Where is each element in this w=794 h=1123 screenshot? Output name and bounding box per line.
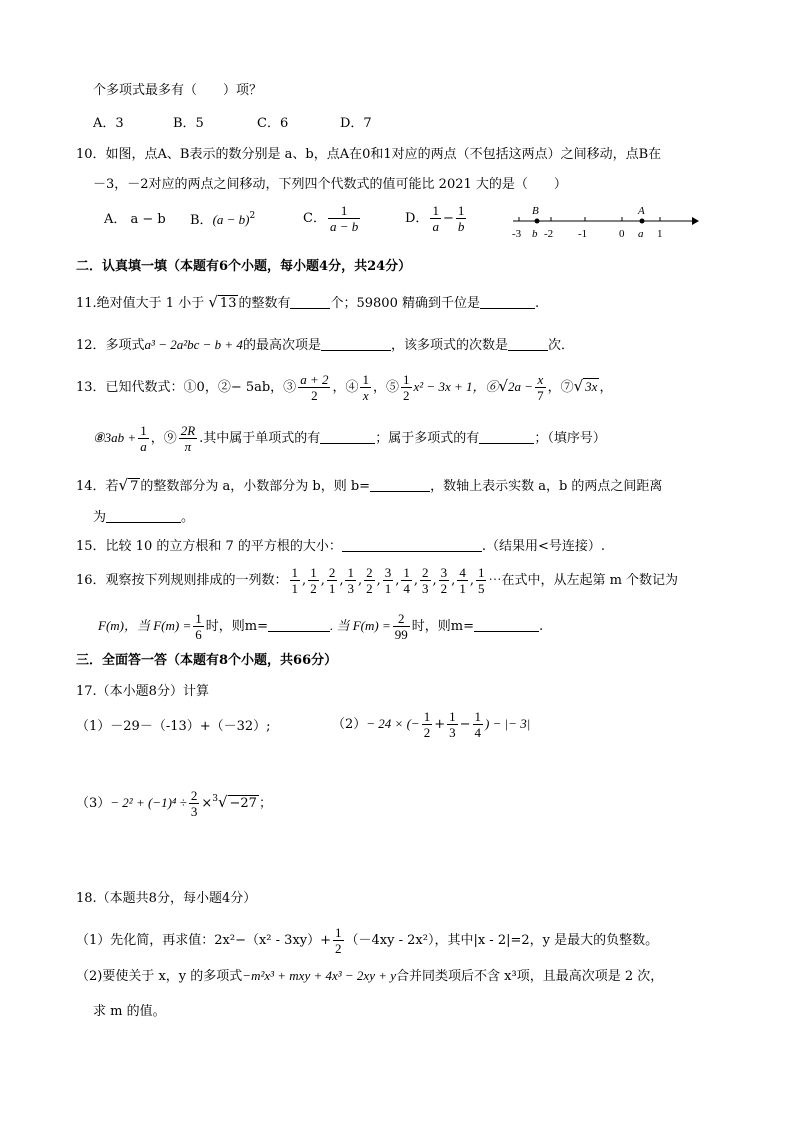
q9-option-a: A．3 (93, 116, 124, 131)
q16-text-c: F(m)，当 F(m) = (98, 618, 192, 633)
section-2-title: 二．认真填一填（本题有6个小题，每小题4分，共24分） (76, 259, 412, 274)
q17-part3-text-d: ； (258, 796, 272, 811)
q13-text-g: ， (599, 380, 613, 395)
q14-text-a: 14．若 (76, 479, 119, 494)
q17-part1: （1）－29－（-13）+（－32）; (76, 719, 271, 734)
q17-part3: （3）− 2² + (−1)⁴ ÷ $\frac{2}{3}$ ×$^3$√ −27 ； (76, 788, 272, 819)
q9-option-b: B．5 (173, 116, 204, 131)
q17-part3-text-c: × (201, 796, 213, 811)
sequence-comma: , (376, 573, 381, 588)
tick-label-neg3: -3 (512, 228, 522, 240)
q15-blank[interactable] (342, 537, 482, 552)
q11-blank-2[interactable] (480, 294, 535, 309)
q18-part1-text-b: （－4xy - 2x²），其中|x - 2|=2，y 是最大的负整数。 (345, 933, 659, 948)
q11-radicand: 13 (219, 296, 237, 311)
tick-label-neg2: -2 (544, 228, 554, 240)
sequence-fraction: $\frac{2}{1}$ (328, 565, 336, 596)
q15-text-b: .（结果用<号连接）. (481, 539, 606, 554)
q9-option-d: D．7 (340, 116, 372, 131)
q18-part1: （1）先化简，再求值：2x²−（x² - 3xy）+ $\frac{1}{2}$ （－4xy - 2x²），其中|x - 2|=2，y 是最大的负整数。 (76, 925, 659, 956)
q17-part2-label: （2） (332, 717, 367, 732)
q16-text-d: 时，则m= (205, 619, 268, 634)
q14-text-e: 。 (181, 510, 195, 525)
q11-text-a: 11.绝对值大于 1 小于 (76, 296, 205, 311)
number-line (505, 202, 705, 242)
sequence-comma: , (339, 573, 344, 588)
q12-text-a: 12．多项式 (76, 338, 145, 353)
q18-part2-text-c: 合并同类项后不含 x³项，且最高次项是 2 次， (396, 969, 664, 984)
sequence-comma: , (302, 573, 307, 588)
q17-cuberoot-index: 3 (212, 794, 218, 804)
sequence-comma: , (357, 573, 363, 588)
q13-text-e: 2a − (508, 379, 534, 394)
q16-text-a: 16．观察按下列规则排成的一列数： (76, 573, 288, 588)
q13-line1: 13．已知代数式：①0，②− 5ab，③ $\frac{a + 2}{2}$ ，④ $\frac{1}{x}$ ，⑤ $\frac{1}{2}$ x² − 3x + 1，⑥√2a − $\frac{x}{7}$ ，⑦√ 3x ， (76, 372, 613, 403)
q18-part2-line2: 求 m 的值。 (93, 1004, 166, 1019)
q13-text-line2d: ；属于多项式的有 (375, 431, 480, 446)
q13-text-line2a: ⑧3ab + (93, 430, 137, 445)
q18-part2-text-a: （2)要使关于 x，y 的多项式 (76, 969, 243, 984)
sequence-comma: , (413, 573, 419, 588)
q13-radicand-7: 3x (585, 379, 598, 394)
q16-sequence (288, 565, 489, 596)
q13-text-a: 13．已知代数式：①0，②− 5ab，③ (76, 380, 297, 395)
q16-text-e: . 当 F(m) = (329, 618, 391, 633)
q10-stem-line1: 10．如图，点A、B表示的数分别是 a、b，点A在0和1对应的两点（不包括这两点）之间移动，点B在 (76, 147, 662, 162)
q16-text-b: ⋯在式中，从左起第 m 个数记为 (488, 573, 679, 588)
q14-blank-2[interactable] (106, 508, 181, 523)
q11-text-b: 的整数有 (238, 296, 291, 311)
sequence-fraction: $\frac{2}{2}$ (366, 565, 373, 596)
point-b-label: B (532, 205, 539, 217)
sequence-fraction: $\frac{2}{3}$ (422, 565, 429, 596)
q18-part1-text-a: （1）先化简，再求值：2x²−（x² - 3xy）+ (76, 933, 332, 948)
q16-line1 (76, 565, 678, 596)
q14-line2 (93, 508, 194, 527)
q10-option-c: C． $\frac{1}{a - b}$ (303, 203, 359, 234)
q17-part2: （2）− 24 × (− $\frac{1}{2}$ + $\frac{1}{3}$ − $\frac{1}{4}$ ) − |− 3| (332, 709, 531, 740)
q13-blank-2[interactable] (479, 429, 534, 444)
q16-line2: F(m)，当 F(m) = $\frac{1}{6}$ 时，则m= . 当 F(m) = $\frac{2}{99}$ 时，则m= . (98, 611, 544, 642)
sequence-fraction: $\frac{1}{5}$ (477, 565, 485, 596)
q14-text-d: 为 (93, 510, 107, 525)
q13-text-d: x² − 3x + 1，⑥ (413, 379, 499, 394)
q9-stem: 个多项式最多有（ ）项？ (93, 83, 263, 98)
sequence-comma: , (469, 573, 474, 588)
q10-option-d: D． $\frac{1}{a}$ − $\frac{1}{b}$ (405, 203, 465, 234)
q14-radicand: 7 (130, 479, 139, 494)
q13-text-c: ，⑤ (372, 380, 399, 395)
q18-part2-line1 (76, 967, 663, 986)
q12-expression: a³ − 2a²bc − b + 4 (144, 337, 243, 352)
q13-text-b: ，④ (332, 380, 359, 395)
q17-part2-text-e: ) − |− 3| (485, 716, 531, 731)
q13-text-f: ，⑦ (547, 380, 574, 395)
q12 (76, 336, 574, 355)
q13-text-line2b: ，⑨ (150, 431, 177, 446)
q16-text-f: 时，则m= (411, 619, 474, 634)
q11-text-c: 个；59800 精确到千位是 (330, 296, 480, 311)
q17-part3-text-b: − 2² + (−1)⁴ ÷ (110, 795, 187, 810)
q13-text-line2e: ；（填序号） (534, 431, 606, 446)
sequence-fraction: $\frac{3}{1}$ (384, 565, 392, 596)
q16-blank-2[interactable] (474, 617, 539, 632)
q12-text-c: ，该多项式的次数是 (390, 338, 508, 353)
sequence-fraction: $\frac{1}{2}$ (310, 565, 317, 596)
q17-part2-text-b: − 24 × (− (366, 716, 420, 731)
q14-blank-1[interactable] (370, 477, 430, 492)
sequence-fraction: $\frac{4}{1}$ (459, 565, 466, 596)
sequence-comma: , (432, 573, 437, 588)
q13-line2: ⑧3ab + $\frac{1}{a}$ ，⑨ $\frac{2R}{\pi}$ .其中属于单项式的有 ；属于多项式的有 ；（填序号） (93, 423, 606, 454)
q15 (76, 537, 605, 556)
point-a-dot (640, 219, 645, 224)
q18-part2-expr: −m²x³ + mxy + 4x³ − 2xy + y (242, 968, 397, 983)
q14-text-b: 的整数部分为 a，小数部分为 b，则 b= (140, 479, 371, 494)
q11-blank-1[interactable] (290, 294, 330, 309)
sequence-comma: , (451, 573, 456, 588)
point-a-label: A (638, 205, 645, 217)
tick-label-neg1: -1 (578, 228, 588, 240)
q14-text-c: ，数轴上表示实数 a，b 的两点之间距离 (430, 479, 663, 494)
q16-text-g: . (538, 619, 544, 634)
q12-text-b: 的最高次项是 (242, 338, 321, 353)
q17-header: 17.（本小题8分）计算 (76, 684, 209, 699)
tick-label-a: a (638, 228, 644, 240)
q10-option-a: A． a − b (104, 212, 166, 227)
sequence-fraction: $\frac{1}{1}$ (291, 565, 299, 596)
sequence-fraction: $\frac{1}{4}$ (403, 565, 410, 596)
point-b-dot (535, 219, 540, 224)
q10-stem-line2: －3，－2对应的两点之间移动，下列四个代数式的值可能比 2021 大的是（ ） (93, 177, 567, 192)
q11: 11.绝对值大于 1 小于 √ 13 的整数有 个；59800 精确到千位是 . (76, 293, 540, 311)
tick-label-1: 1 (657, 228, 663, 240)
q12-text-d: 次． (547, 338, 574, 353)
q10-option-d-label: D． (405, 211, 429, 226)
q15-text-a: 15．比较 10 的立方根和 7 的平方根的大小： (76, 539, 342, 554)
q13-text-line2c: .其中属于单项式的有 (199, 431, 321, 446)
section-3-title: 三．全面答一答（本题有8个小题，共66分） (76, 653, 338, 668)
q17-part3-label: （3） (76, 796, 111, 811)
q9-option-c: C．6 (257, 116, 289, 131)
q10-option-b: B．$(a - b)^2$ (190, 211, 256, 228)
sequence-comma: , (395, 573, 400, 588)
q17-cuberoot-radicand: −27 (229, 796, 257, 811)
q16-blank-1[interactable] (268, 617, 330, 632)
sequence-fraction: $\frac{3}{2}$ (440, 565, 448, 596)
q13-blank-1[interactable] (320, 429, 375, 444)
q12-blank-2[interactable] (508, 336, 548, 351)
sequence-comma: , (320, 573, 325, 588)
tick-label-b: b (532, 228, 538, 240)
q10-option-b-expr: (a − b) (212, 212, 250, 227)
tick-label-0: 0 (619, 228, 625, 240)
q10-option-c-label: C． (303, 211, 326, 226)
q18-header: 18.（本题共8分，每小题4分） (76, 891, 257, 906)
sequence-fraction: $\frac{1}{3}$ (347, 565, 354, 596)
q14-line1: 14．若√ 7 的整数部分为 a，小数部分为 b，则 b= ，数轴上表示实数 a，b 的两点之间距离 (76, 476, 663, 494)
q17-part2-text-d: − (459, 717, 471, 732)
q17-part2-text-c: + (434, 717, 446, 732)
q12-blank-1[interactable] (321, 336, 391, 351)
q10-option-b-label: B． (190, 213, 213, 228)
q11-text-d: . (534, 296, 540, 311)
